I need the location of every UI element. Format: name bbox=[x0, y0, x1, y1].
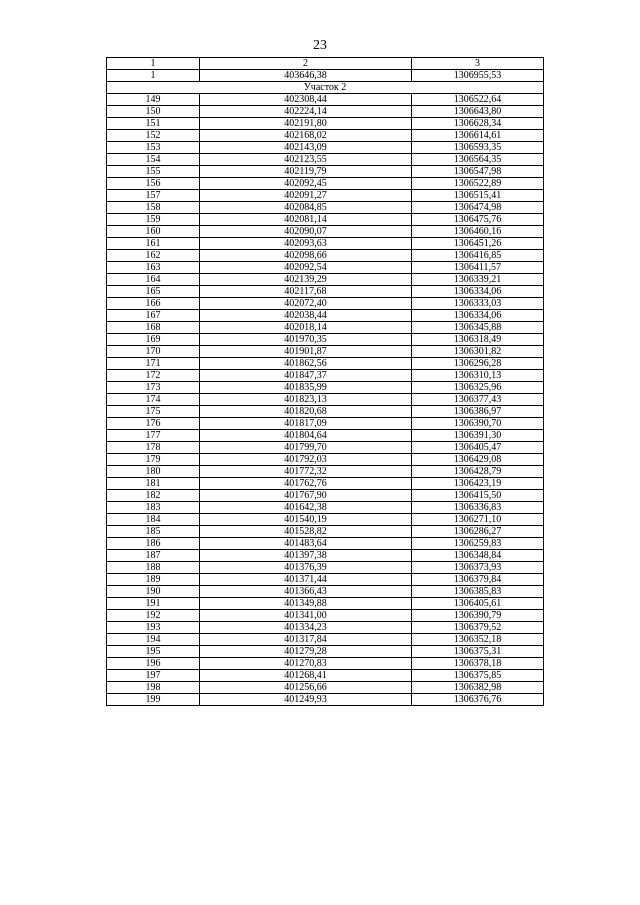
x-coordinate-cell: 402038,44 bbox=[200, 310, 412, 322]
table-row bbox=[107, 598, 544, 610]
x-coordinate-cell: 402117,68 bbox=[200, 286, 412, 298]
x-coordinate-cell: 402018,14 bbox=[200, 322, 412, 334]
x-coordinate-cell: 401767,90 bbox=[200, 490, 412, 502]
point-number-cell: 183 bbox=[107, 502, 200, 514]
y-coordinate-cell: 1306336,83 bbox=[412, 502, 544, 514]
y-coordinate-cell: 1306377,43 bbox=[412, 394, 544, 406]
table-row bbox=[107, 442, 544, 454]
table-header-row bbox=[107, 58, 544, 70]
x-coordinate-cell: 402139,29 bbox=[200, 274, 412, 286]
table-row bbox=[107, 214, 544, 226]
point-number-cell: 1 bbox=[107, 70, 200, 82]
y-coordinate-cell: 1306428,79 bbox=[412, 466, 544, 478]
table-row bbox=[107, 682, 544, 694]
point-number-cell: 180 bbox=[107, 466, 200, 478]
point-number-cell: 174 bbox=[107, 394, 200, 406]
point-number-cell: 192 bbox=[107, 610, 200, 622]
table-row bbox=[107, 370, 544, 382]
point-number-cell: 197 bbox=[107, 670, 200, 682]
table-row bbox=[107, 274, 544, 286]
point-number-cell: 155 bbox=[107, 166, 200, 178]
x-coordinate-cell: 401820,68 bbox=[200, 406, 412, 418]
table-row bbox=[107, 298, 544, 310]
table-row bbox=[107, 694, 544, 706]
point-number-cell: 152 bbox=[107, 130, 200, 142]
x-coordinate-cell: 402098,66 bbox=[200, 250, 412, 262]
point-number-cell: 195 bbox=[107, 646, 200, 658]
point-number-cell: 198 bbox=[107, 682, 200, 694]
point-number-cell: 167 bbox=[107, 310, 200, 322]
point-number-cell: 186 bbox=[107, 538, 200, 550]
point-number-cell: 177 bbox=[107, 430, 200, 442]
point-number-cell: 194 bbox=[107, 634, 200, 646]
x-coordinate-cell: 401341,00 bbox=[200, 610, 412, 622]
y-coordinate-cell: 1306390,79 bbox=[412, 610, 544, 622]
y-coordinate-cell: 1306460,16 bbox=[412, 226, 544, 238]
x-coordinate-cell: 401249,93 bbox=[200, 694, 412, 706]
table-row bbox=[107, 226, 544, 238]
y-coordinate-cell: 1306373,93 bbox=[412, 562, 544, 574]
point-number-cell: 164 bbox=[107, 274, 200, 286]
y-coordinate-cell: 1306352,18 bbox=[412, 634, 544, 646]
header-cell-x: 2 bbox=[200, 58, 412, 70]
point-number-cell: 188 bbox=[107, 562, 200, 574]
x-coordinate-cell: 401540,19 bbox=[200, 514, 412, 526]
x-coordinate-cell: 401279,28 bbox=[200, 646, 412, 658]
y-coordinate-cell: 1306318,49 bbox=[412, 334, 544, 346]
y-coordinate-cell: 1306375,31 bbox=[412, 646, 544, 658]
x-coordinate-cell: 401642,38 bbox=[200, 502, 412, 514]
y-coordinate-cell: 1306416,85 bbox=[412, 250, 544, 262]
table-row bbox=[107, 574, 544, 586]
table-row bbox=[107, 118, 544, 130]
table-row bbox=[107, 154, 544, 166]
table-row bbox=[107, 94, 544, 106]
point-number-cell: 170 bbox=[107, 346, 200, 358]
y-coordinate-cell: 1306475,76 bbox=[412, 214, 544, 226]
point-number-cell: 151 bbox=[107, 118, 200, 130]
point-number-cell: 178 bbox=[107, 442, 200, 454]
table-row bbox=[107, 130, 544, 142]
y-coordinate-cell: 1306429,08 bbox=[412, 454, 544, 466]
table-row bbox=[107, 538, 544, 550]
point-number-cell: 161 bbox=[107, 238, 200, 250]
table-row bbox=[107, 190, 544, 202]
y-coordinate-cell: 1306379,52 bbox=[412, 622, 544, 634]
point-number-cell: 184 bbox=[107, 514, 200, 526]
y-coordinate-cell: 1306628,34 bbox=[412, 118, 544, 130]
x-coordinate-cell: 402084,85 bbox=[200, 202, 412, 214]
x-coordinate-cell: 401799,70 bbox=[200, 442, 412, 454]
x-coordinate-cell: 402119,79 bbox=[200, 166, 412, 178]
x-coordinate-cell: 401804,64 bbox=[200, 430, 412, 442]
y-coordinate-cell: 1306515,41 bbox=[412, 190, 544, 202]
point-number-cell: 165 bbox=[107, 286, 200, 298]
table-row bbox=[107, 514, 544, 526]
y-coordinate-cell: 1306391,30 bbox=[412, 430, 544, 442]
y-coordinate-cell: 1306451,26 bbox=[412, 238, 544, 250]
table-row bbox=[107, 526, 544, 538]
point-number-cell: 193 bbox=[107, 622, 200, 634]
y-coordinate-cell: 1306334,06 bbox=[412, 310, 544, 322]
point-number-cell: 181 bbox=[107, 478, 200, 490]
table-row bbox=[107, 502, 544, 514]
x-coordinate-cell: 402081,14 bbox=[200, 214, 412, 226]
y-coordinate-cell: 1306382,98 bbox=[412, 682, 544, 694]
table-row bbox=[107, 334, 544, 346]
x-coordinate-cell: 401823,13 bbox=[200, 394, 412, 406]
page-number: 23 bbox=[313, 38, 327, 53]
table-row bbox=[107, 646, 544, 658]
table-row bbox=[107, 142, 544, 154]
x-coordinate-cell: 401901,87 bbox=[200, 346, 412, 358]
y-coordinate-cell: 1306385,83 bbox=[412, 586, 544, 598]
point-number-cell: 156 bbox=[107, 178, 200, 190]
y-coordinate-cell: 1306379,84 bbox=[412, 574, 544, 586]
point-number-cell: 182 bbox=[107, 490, 200, 502]
y-coordinate-cell: 1306259,83 bbox=[412, 538, 544, 550]
y-coordinate-cell: 1306378,18 bbox=[412, 658, 544, 670]
y-coordinate-cell: 1306522,89 bbox=[412, 178, 544, 190]
x-coordinate-cell: 402123,55 bbox=[200, 154, 412, 166]
table-row bbox=[107, 478, 544, 490]
x-coordinate-cell: 401268,41 bbox=[200, 670, 412, 682]
x-coordinate-cell: 401397,38 bbox=[200, 550, 412, 562]
x-coordinate-cell: 402072,40 bbox=[200, 298, 412, 310]
y-coordinate-cell: 1306643,80 bbox=[412, 106, 544, 118]
table-row bbox=[107, 610, 544, 622]
point-number-cell: 168 bbox=[107, 322, 200, 334]
table-row bbox=[107, 490, 544, 502]
point-number-cell: 153 bbox=[107, 142, 200, 154]
x-coordinate-cell: 403646,38 bbox=[200, 70, 412, 82]
y-coordinate-cell: 1306593,35 bbox=[412, 142, 544, 154]
point-number-cell: 185 bbox=[107, 526, 200, 538]
x-coordinate-cell: 401847,37 bbox=[200, 370, 412, 382]
table-row bbox=[107, 394, 544, 406]
point-number-cell: 157 bbox=[107, 190, 200, 202]
y-coordinate-cell: 1306415,50 bbox=[412, 490, 544, 502]
y-coordinate-cell: 1306547,98 bbox=[412, 166, 544, 178]
point-number-cell: 191 bbox=[107, 598, 200, 610]
y-coordinate-cell: 1306474,98 bbox=[412, 202, 544, 214]
table-row bbox=[107, 406, 544, 418]
point-number-cell: 158 bbox=[107, 202, 200, 214]
point-number-cell: 173 bbox=[107, 382, 200, 394]
point-number-cell: 169 bbox=[107, 334, 200, 346]
point-number-cell: 172 bbox=[107, 370, 200, 382]
table-row bbox=[107, 178, 544, 190]
table-row bbox=[107, 322, 544, 334]
table-row bbox=[107, 250, 544, 262]
point-number-cell: 162 bbox=[107, 250, 200, 262]
x-coordinate-cell: 402092,45 bbox=[200, 178, 412, 190]
point-number-cell: 176 bbox=[107, 418, 200, 430]
x-coordinate-cell: 401762,76 bbox=[200, 478, 412, 490]
x-coordinate-cell: 402092,54 bbox=[200, 262, 412, 274]
table-row bbox=[107, 466, 544, 478]
y-coordinate-cell: 1306614,61 bbox=[412, 130, 544, 142]
table-row bbox=[107, 454, 544, 466]
table-row bbox=[107, 418, 544, 430]
point-number-cell: 171 bbox=[107, 358, 200, 370]
table-row bbox=[107, 346, 544, 358]
y-coordinate-cell: 1306564,35 bbox=[412, 154, 544, 166]
x-coordinate-cell: 402168,02 bbox=[200, 130, 412, 142]
x-coordinate-cell: 401366,43 bbox=[200, 586, 412, 598]
point-number-cell: 175 bbox=[107, 406, 200, 418]
table-row bbox=[107, 310, 544, 322]
table-row bbox=[107, 550, 544, 562]
x-coordinate-cell: 402091,27 bbox=[200, 190, 412, 202]
section-title: Участок 2 bbox=[107, 82, 544, 94]
y-coordinate-cell: 1306390,70 bbox=[412, 418, 544, 430]
point-number-cell: 160 bbox=[107, 226, 200, 238]
table-row bbox=[107, 670, 544, 682]
y-coordinate-cell: 1306310,13 bbox=[412, 370, 544, 382]
table-row bbox=[107, 202, 544, 214]
y-coordinate-cell: 1306522,64 bbox=[412, 94, 544, 106]
x-coordinate-cell: 402143,09 bbox=[200, 142, 412, 154]
point-number-cell: 179 bbox=[107, 454, 200, 466]
x-coordinate-cell: 401376,39 bbox=[200, 562, 412, 574]
y-coordinate-cell: 1306334,06 bbox=[412, 286, 544, 298]
y-coordinate-cell: 1306955,53 bbox=[412, 70, 544, 82]
point-number-cell: 199 bbox=[107, 694, 200, 706]
section-header-row bbox=[107, 82, 544, 94]
y-coordinate-cell: 1306271,10 bbox=[412, 514, 544, 526]
y-coordinate-cell: 1306405,61 bbox=[412, 598, 544, 610]
y-coordinate-cell: 1306376,76 bbox=[412, 694, 544, 706]
point-number-cell: 154 bbox=[107, 154, 200, 166]
y-coordinate-cell: 1306348,84 bbox=[412, 550, 544, 562]
x-coordinate-cell: 402224,14 bbox=[200, 106, 412, 118]
x-coordinate-cell: 402090,07 bbox=[200, 226, 412, 238]
coordinates-table bbox=[106, 57, 544, 706]
y-coordinate-cell: 1306345,88 bbox=[412, 322, 544, 334]
y-coordinate-cell: 1306296,28 bbox=[412, 358, 544, 370]
table-row bbox=[107, 622, 544, 634]
x-coordinate-cell: 401835,99 bbox=[200, 382, 412, 394]
header-cell-y: 3 bbox=[412, 58, 544, 70]
y-coordinate-cell: 1306333,03 bbox=[412, 298, 544, 310]
point-number-cell: 190 bbox=[107, 586, 200, 598]
y-coordinate-cell: 1306386,97 bbox=[412, 406, 544, 418]
y-coordinate-cell: 1306286,27 bbox=[412, 526, 544, 538]
table-row bbox=[107, 358, 544, 370]
header-cell-point: 1 bbox=[107, 58, 200, 70]
x-coordinate-cell: 401349,88 bbox=[200, 598, 412, 610]
table-row bbox=[107, 106, 544, 118]
point-number-cell: 189 bbox=[107, 574, 200, 586]
x-coordinate-cell: 402191,80 bbox=[200, 118, 412, 130]
point-number-cell: 187 bbox=[107, 550, 200, 562]
table-row bbox=[107, 562, 544, 574]
x-coordinate-cell: 401817,09 bbox=[200, 418, 412, 430]
x-coordinate-cell: 401334,23 bbox=[200, 622, 412, 634]
point-number-cell: 150 bbox=[107, 106, 200, 118]
table-row bbox=[107, 586, 544, 598]
x-coordinate-cell: 401270,83 bbox=[200, 658, 412, 670]
table-row bbox=[107, 166, 544, 178]
x-coordinate-cell: 401317,84 bbox=[200, 634, 412, 646]
y-coordinate-cell: 1306339,21 bbox=[412, 274, 544, 286]
x-coordinate-cell: 401528,82 bbox=[200, 526, 412, 538]
table-row bbox=[107, 634, 544, 646]
y-coordinate-cell: 1306375,85 bbox=[412, 670, 544, 682]
y-coordinate-cell: 1306411,57 bbox=[412, 262, 544, 274]
table-row bbox=[107, 658, 544, 670]
x-coordinate-cell: 401970,35 bbox=[200, 334, 412, 346]
table-row bbox=[107, 70, 544, 82]
y-coordinate-cell: 1306301,82 bbox=[412, 346, 544, 358]
point-number-cell: 163 bbox=[107, 262, 200, 274]
table-row bbox=[107, 238, 544, 250]
table-row bbox=[107, 262, 544, 274]
y-coordinate-cell: 1306423,19 bbox=[412, 478, 544, 490]
point-number-cell: 149 bbox=[107, 94, 200, 106]
table-row bbox=[107, 286, 544, 298]
x-coordinate-cell: 401483,64 bbox=[200, 538, 412, 550]
table-row bbox=[107, 430, 544, 442]
x-coordinate-cell: 401862,56 bbox=[200, 358, 412, 370]
x-coordinate-cell: 401772,32 bbox=[200, 466, 412, 478]
x-coordinate-cell: 401371,44 bbox=[200, 574, 412, 586]
x-coordinate-cell: 401256,66 bbox=[200, 682, 412, 694]
table-row bbox=[107, 382, 544, 394]
x-coordinate-cell: 401792,03 bbox=[200, 454, 412, 466]
y-coordinate-cell: 1306405,47 bbox=[412, 442, 544, 454]
point-number-cell: 159 bbox=[107, 214, 200, 226]
point-number-cell: 196 bbox=[107, 658, 200, 670]
x-coordinate-cell: 402308,44 bbox=[200, 94, 412, 106]
y-coordinate-cell: 1306325,96 bbox=[412, 382, 544, 394]
x-coordinate-cell: 402093,63 bbox=[200, 238, 412, 250]
point-number-cell: 166 bbox=[107, 298, 200, 310]
